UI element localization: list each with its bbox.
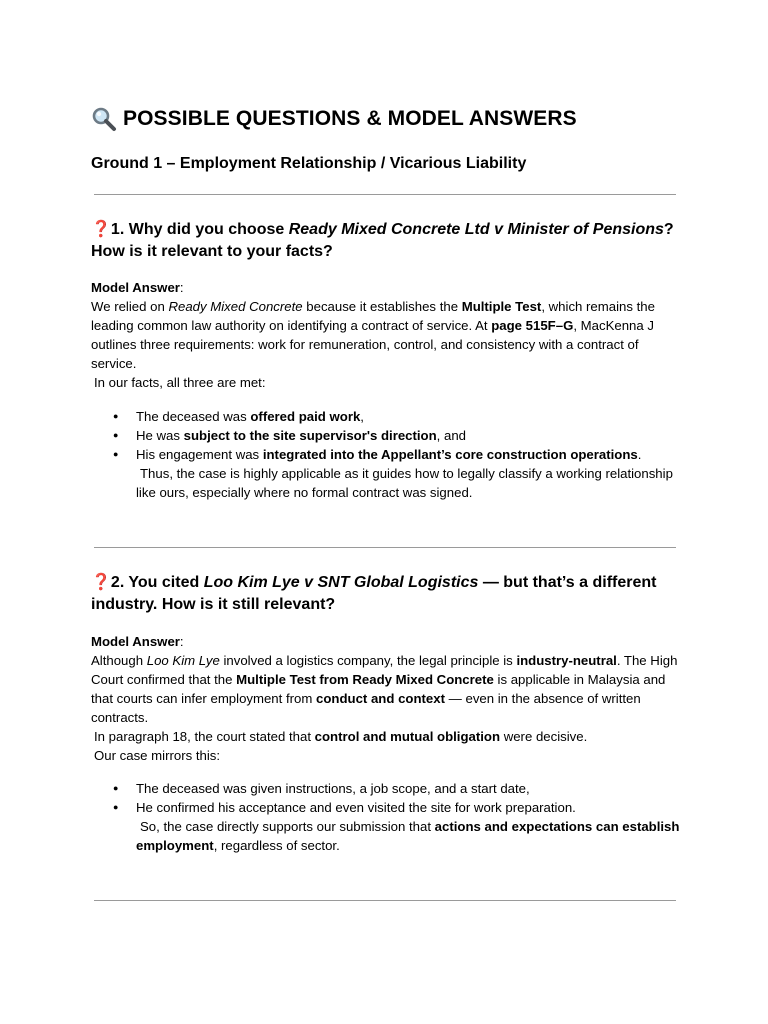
red-question-mark-icon: ❓ [91,574,111,591]
question-2-number: 2. You cited [110,574,204,591]
magnifier-icon [91,106,117,132]
section-subtitle: Ground 1 – Employment Relationship / Vicarious Liability [91,155,527,172]
list-item: ● He confirmed his acceptance and even visited the site for work preparation. So, the case directly supports our submission that actions and expectations can establish employment, regardless of sector. [91,798,681,855]
list-item: ● The deceased was offered paid work, [91,407,681,426]
answer-1-paragraph: We relied on Ready Mixed Concrete because it establishes the Multiple Test, which remains the leading common law authority on identifying a contract of service. At page 515F–G, MacKenna J outlines three requirements: work for remuneration, control, and consistency with a contract of service. [91,299,655,371]
red-question-mark-icon: ❓ [91,221,111,238]
divider [94,194,676,195]
model-answer-label: Model Answer: [91,634,184,649]
question-2-case: Loo Kim Lye v SNT Global Logistics [203,574,479,591]
answer-2-paragraph: Although Loo Kim Lye involved a logistics company, the legal principle is industry-neutral. The High Court confirmed that the Multiple Test from Ready Mixed Concrete is applicable in Malaysia and that courts can infer employment from conduct and context — even in the absence of written contracts. [91,653,678,725]
page-title [91,106,577,132]
answer-2-paragraph-18: In paragraph 18, the court stated that control and mutual obligation were decisive. [94,729,588,744]
divider [94,547,676,548]
answer-1-intro: In our facts, all three are met: [94,375,266,390]
answer-2-bullets [91,779,681,855]
answer-2 [91,632,681,765]
list-item: ● The deceased was given instructions, a job scope, and a start date, [91,779,681,798]
question-2-heading [91,572,679,616]
list-item: ● He was subject to the site supervisor's direction, and [91,426,681,445]
answer-1 [91,278,681,392]
question-2-rest: — but that’s a different industry. How is it still relevant? [91,574,657,613]
page-title-text: POSSIBLE QUESTIONS & MODEL ANSWERS [123,107,577,130]
answer-1-bullets [91,407,681,502]
model-answer-label: Model Answer: [91,280,184,295]
list-item: ● His engagement was integrated into the Appellant’s core construction operations. Thus, the case is highly applicable as it guides how to legally classify a working relationship like ours, especially where no formal contract was signed. [91,445,681,502]
question-1-case: Ready Mixed Concrete Ltd v Minister of Pensions [288,221,664,238]
question-1-number: 1. Why did you choose [110,221,289,238]
question-1-rest: ? How is it relevant to your facts? [91,221,674,260]
divider [94,900,676,901]
question-1-heading [91,219,679,263]
answer-2-intro: Our case mirrors this: [94,748,221,763]
